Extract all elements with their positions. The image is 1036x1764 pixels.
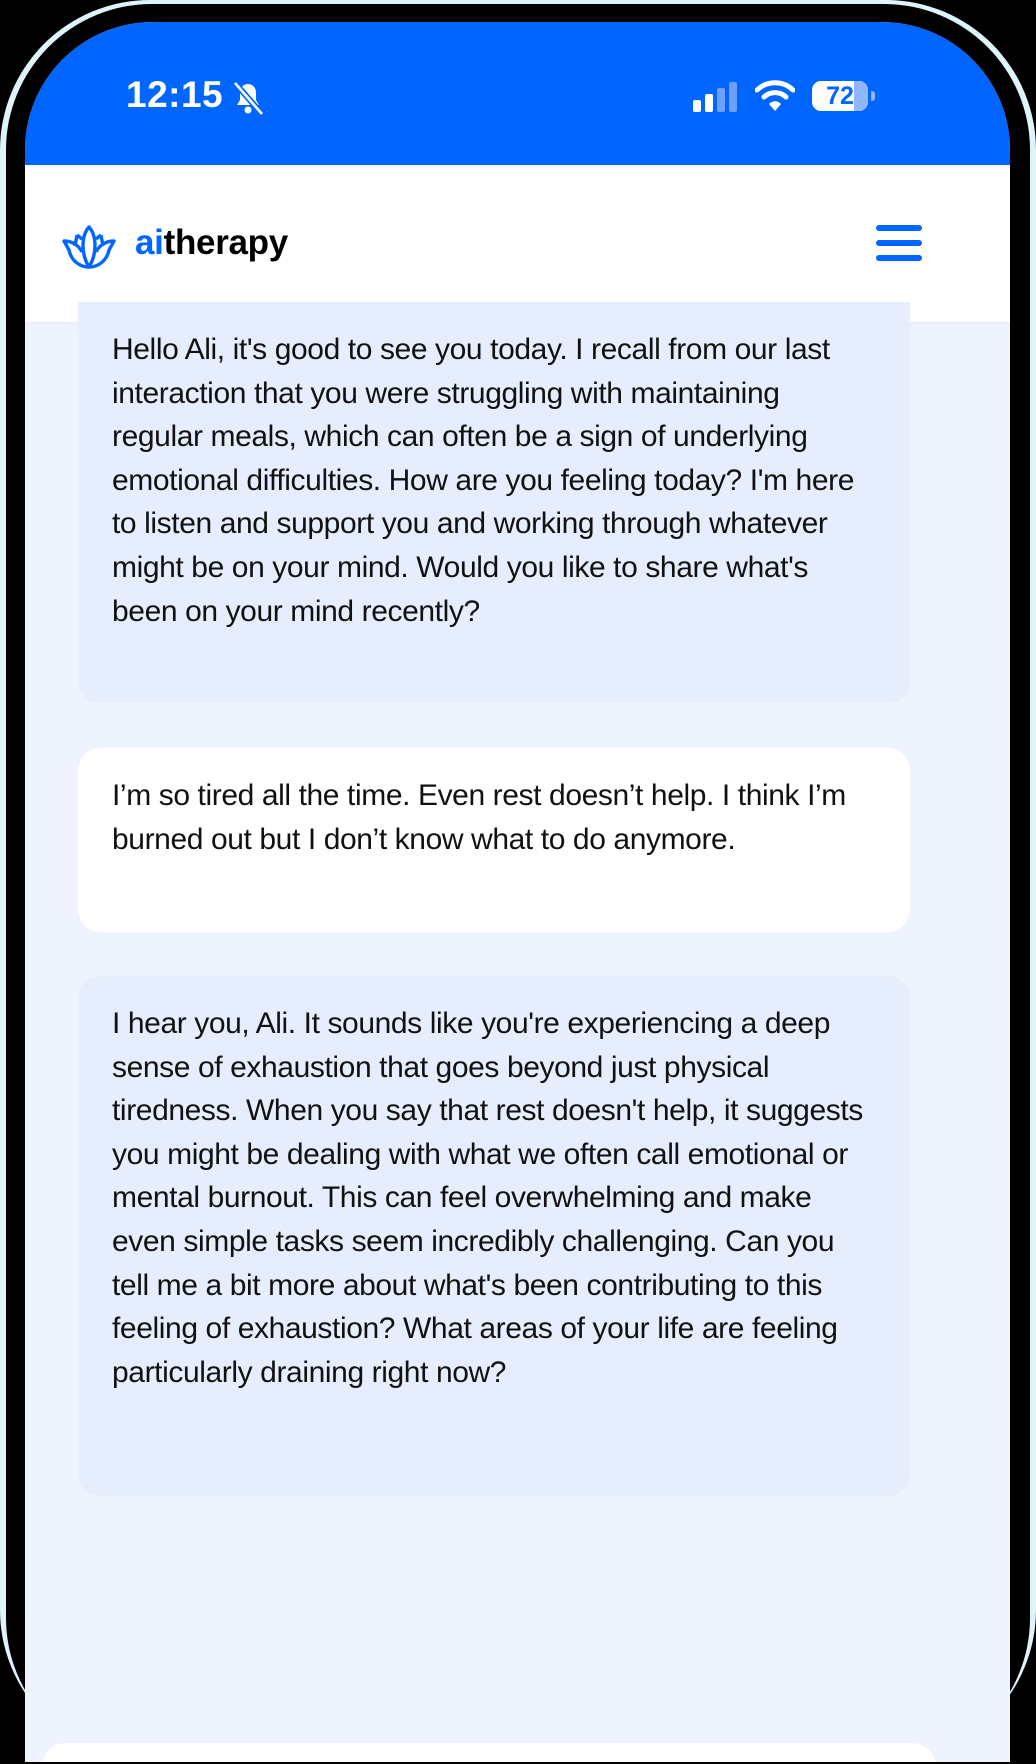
- battery-tip: [871, 91, 875, 101]
- bell-slash-icon: [231, 80, 265, 116]
- hamburger-menu-icon[interactable]: [876, 225, 922, 265]
- battery-level: 72: [826, 82, 854, 110]
- wifi-icon: [755, 78, 795, 112]
- status-bar: [25, 22, 1010, 165]
- assistant-message: I hear you, Ali. It sounds like you're experiencing a deep sense of exhaustion that goes beyond just physical tiredness. When you say that rest doesn't help, it suggests you might be dealing with what we often call emotional or mental burnout. This can feel overwhelming and make even simple tasks seem incredibly challenging. Can you tell me a bit more about what's been contributing to this feeling of exhaustion? What areas of your life are feeling particularly draining right now?: [78, 976, 910, 1496]
- user-message: I’m so tired all the time. Even rest doesn’t help. I think I’m burned out but I don’t know what to do anymore.: [78, 748, 910, 932]
- status-time: 12:15: [126, 74, 224, 115]
- brand-logo-text: aitherapy: [135, 223, 288, 262]
- battery-indicator: [812, 81, 868, 111]
- app-header: [25, 165, 1010, 322]
- lotus-icon: [61, 224, 117, 270]
- assistant-message: Hello Ali, it's good to see you today. I recall from our last interaction that you were struggling with maintaining regular meals, which can often be a sign of underlying emotional difficulties. How are you feeling today? I'm here to listen and support you and working through whatever might be on your mind. Would you like to share what's been on your mind recently?: [78, 302, 910, 703]
- message-composer: [42, 1743, 936, 1762]
- cellular-signal-icon: [693, 82, 743, 112]
- phone-screen: [25, 22, 1010, 1762]
- chat-thread[interactable]: [25, 322, 1010, 1722]
